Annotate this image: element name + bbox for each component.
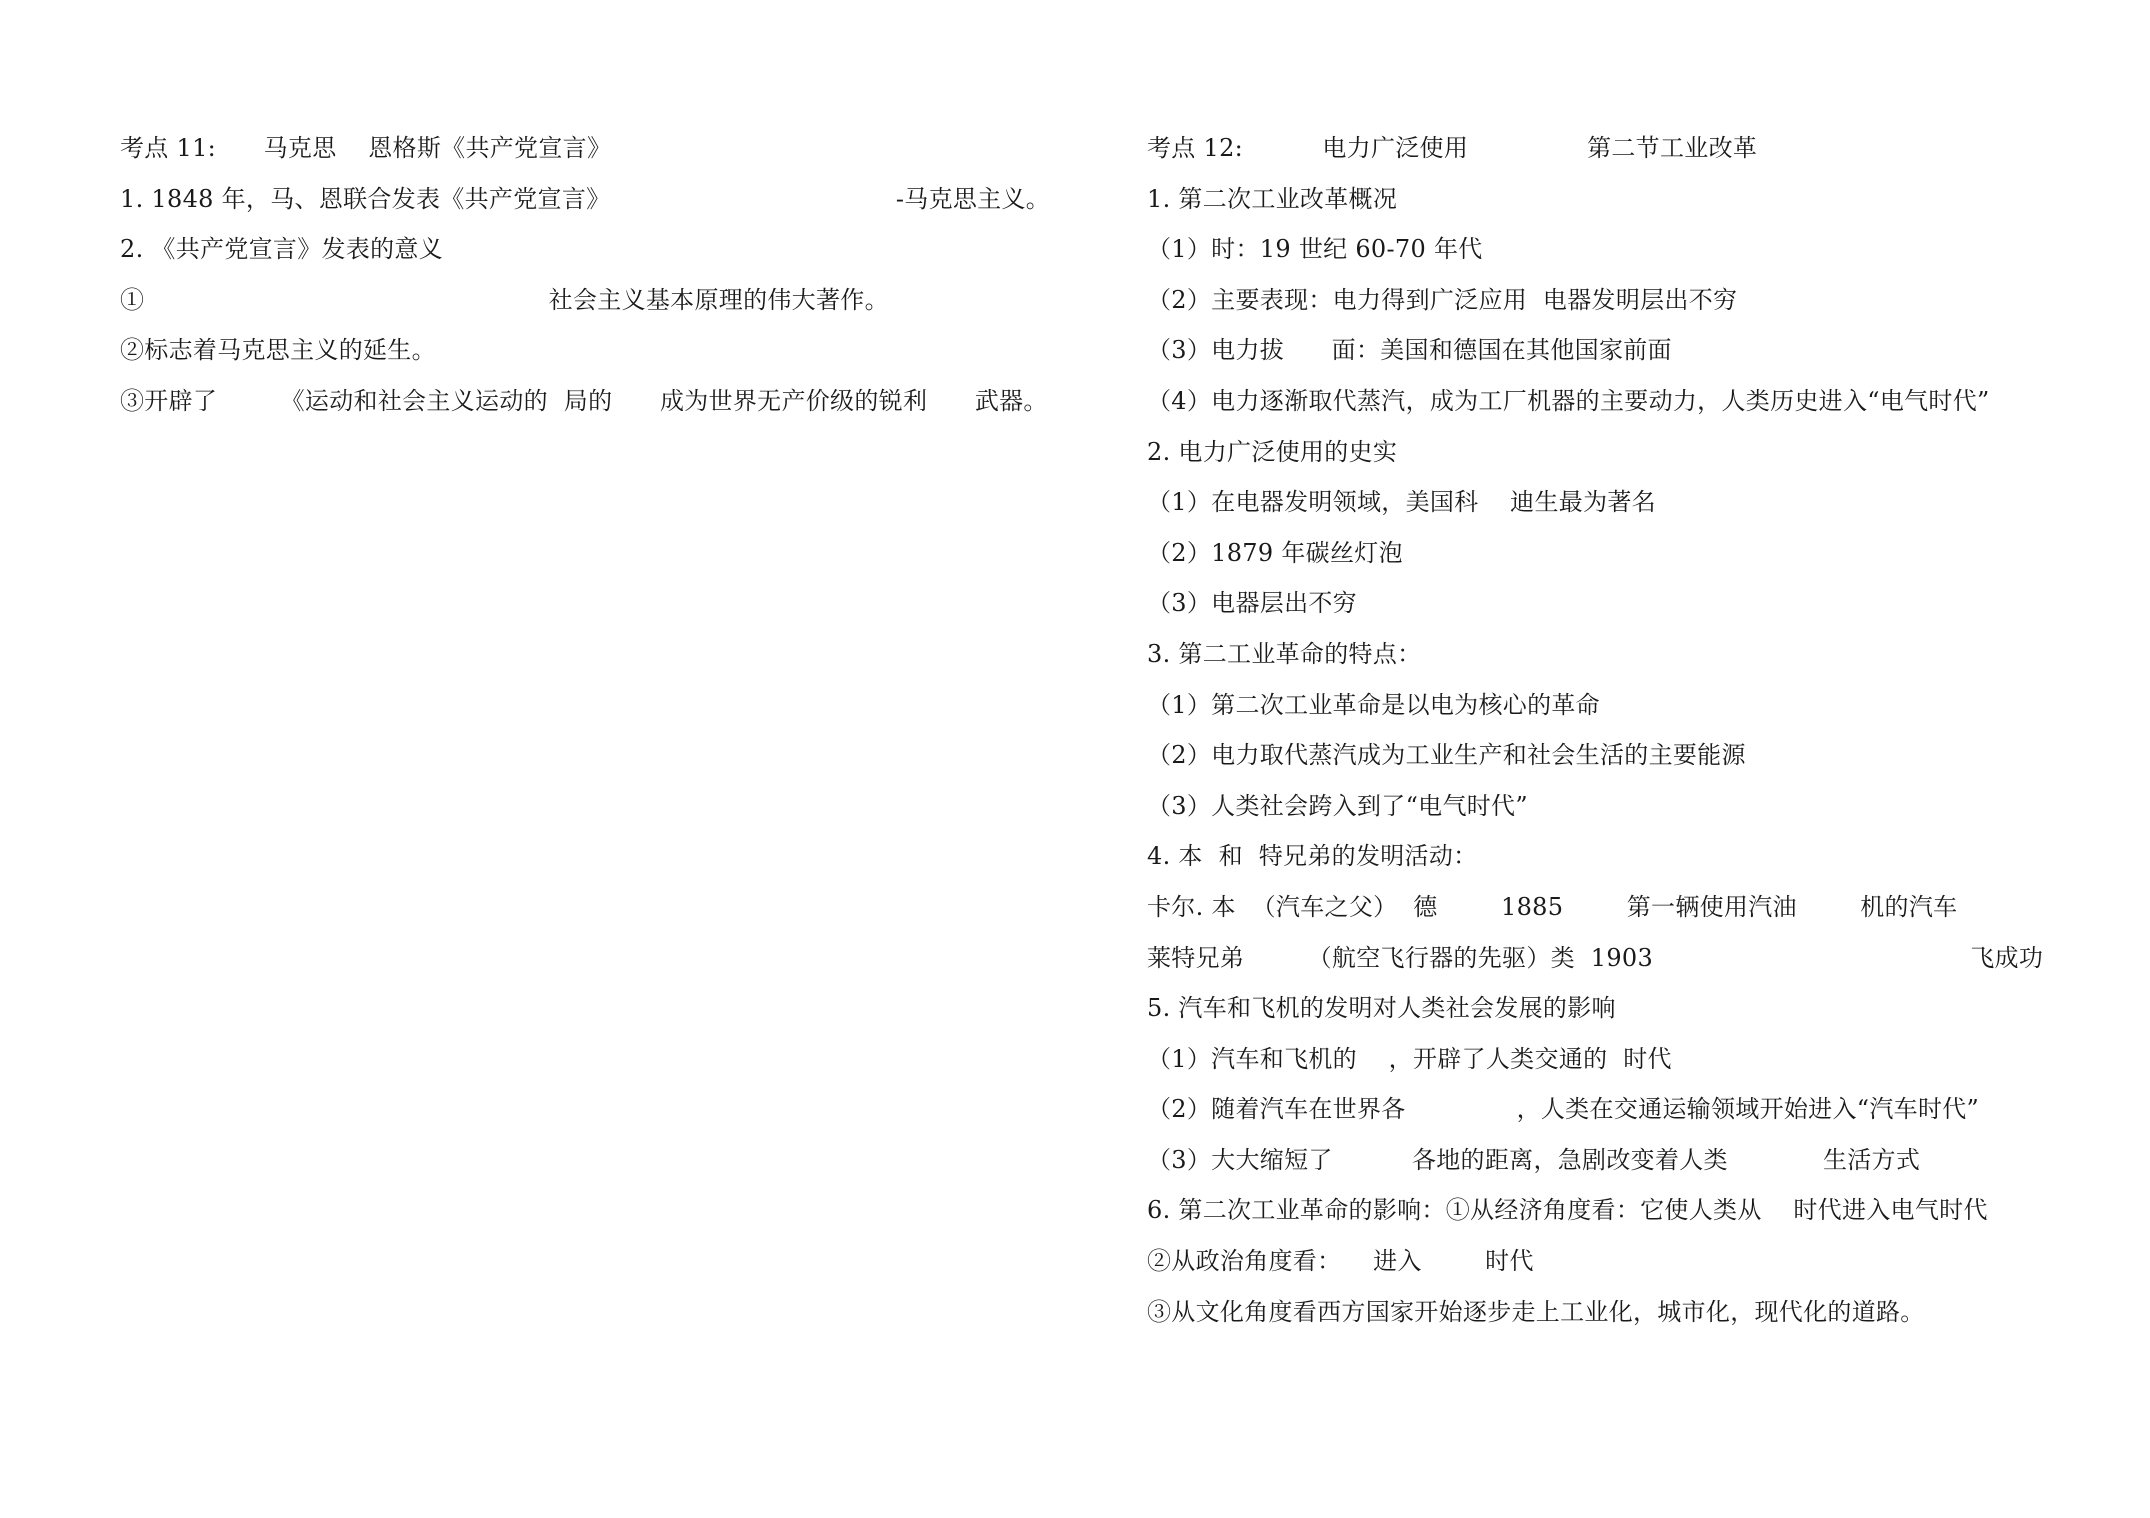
text-line: ③开辟了 《运动和社会主义运动的 局的 成为世界无产价级的锐利 武器。	[120, 386, 1048, 415]
text-line: ③从文化角度看西方国家开始逐步走上工业化，城市化，现代化的道路。	[1147, 1297, 1925, 1326]
text-line: （3）电器层出不穷	[1147, 589, 1357, 618]
text-line: ②标志着马克思主义的延生。	[120, 336, 436, 365]
text-line: 6. 第二次工业革命的影响：①从经济角度看：它使人类从 时代进入电气时代	[1147, 1196, 1988, 1225]
text-line: 莱特兄弟 （航空飞行器的先驱）类 1903 飞成功	[1147, 943, 2044, 972]
section-title-12: 考点 12: 电力广泛使用 第二节工业改革	[1147, 134, 1758, 162]
text-line: （2）随着汽车在世界各 ，人类在交通运输领域开始进入“汽车时代”	[1147, 1095, 1980, 1124]
text-line: （2）电力取代蒸汽成为工业生产和社会生活的主要能源	[1147, 741, 1746, 770]
text-line: （2）1879 年碳丝灯泡	[1147, 538, 1403, 567]
text-line: （3）人类社会跨入到了“电气时代”	[1147, 791, 1528, 820]
text-line: （1）时：19 世纪 60-70 年代	[1147, 235, 1483, 264]
text-line: （1）在电器发明领域，美国科 迪生最为著名	[1147, 488, 1656, 517]
text-line: （3）大大缩短了 各地的距离，急剧改变着人类 生活方式	[1147, 1145, 1921, 1174]
text-line: 5. 汽车和飞机的发明对人类社会发展的影响	[1147, 994, 1616, 1023]
text-line: 1. 第二次工业改革概况	[1147, 184, 1398, 213]
text-line: （1）汽车和飞机的 ，开辟了人类交通的 时代	[1147, 1044, 1672, 1073]
text-line: （2）主要表现：电力得到广泛应用 电器发明层出不穷	[1147, 285, 1738, 314]
left-column	[120, 128, 1080, 432]
text-line: 2. 《共产党宣言》发表的意义	[120, 235, 444, 264]
text-line: 3. 第二工业革命的特点：	[1147, 639, 1422, 668]
text-line: 4. 本 和 特兄弟的发明活动：	[1147, 842, 1478, 871]
text-line: ① 社会主义基本原理的伟大著作。	[120, 285, 889, 314]
right-column	[1147, 128, 2127, 1342]
text-line: 1. 1848 年，马、恩联合发表《共产党宣言》 -马克思主义。	[120, 184, 1051, 213]
text-line: 卡尔. 本 （汽车之父） 德 1885 第一辆使用汽油 机的汽车	[1147, 892, 1958, 921]
text-line: （3）电力拔 面：美国和德国在其他国家前面	[1147, 336, 1672, 365]
text-line: （4）电力逐渐取代蒸汽，成为工厂机器的主要动力，人类历史进入“电气时代”	[1147, 386, 1990, 415]
text-line: （1）第二次工业革命是以电为核心的革命	[1147, 690, 1600, 719]
section-title-11: 考点 11: 马克思 恩格斯《共产党宣言》	[120, 134, 612, 162]
text-line: 2. 电力广泛使用的史实	[1147, 437, 1398, 466]
text-line: ②从政治角度看： 进入 时代	[1147, 1247, 1534, 1276]
